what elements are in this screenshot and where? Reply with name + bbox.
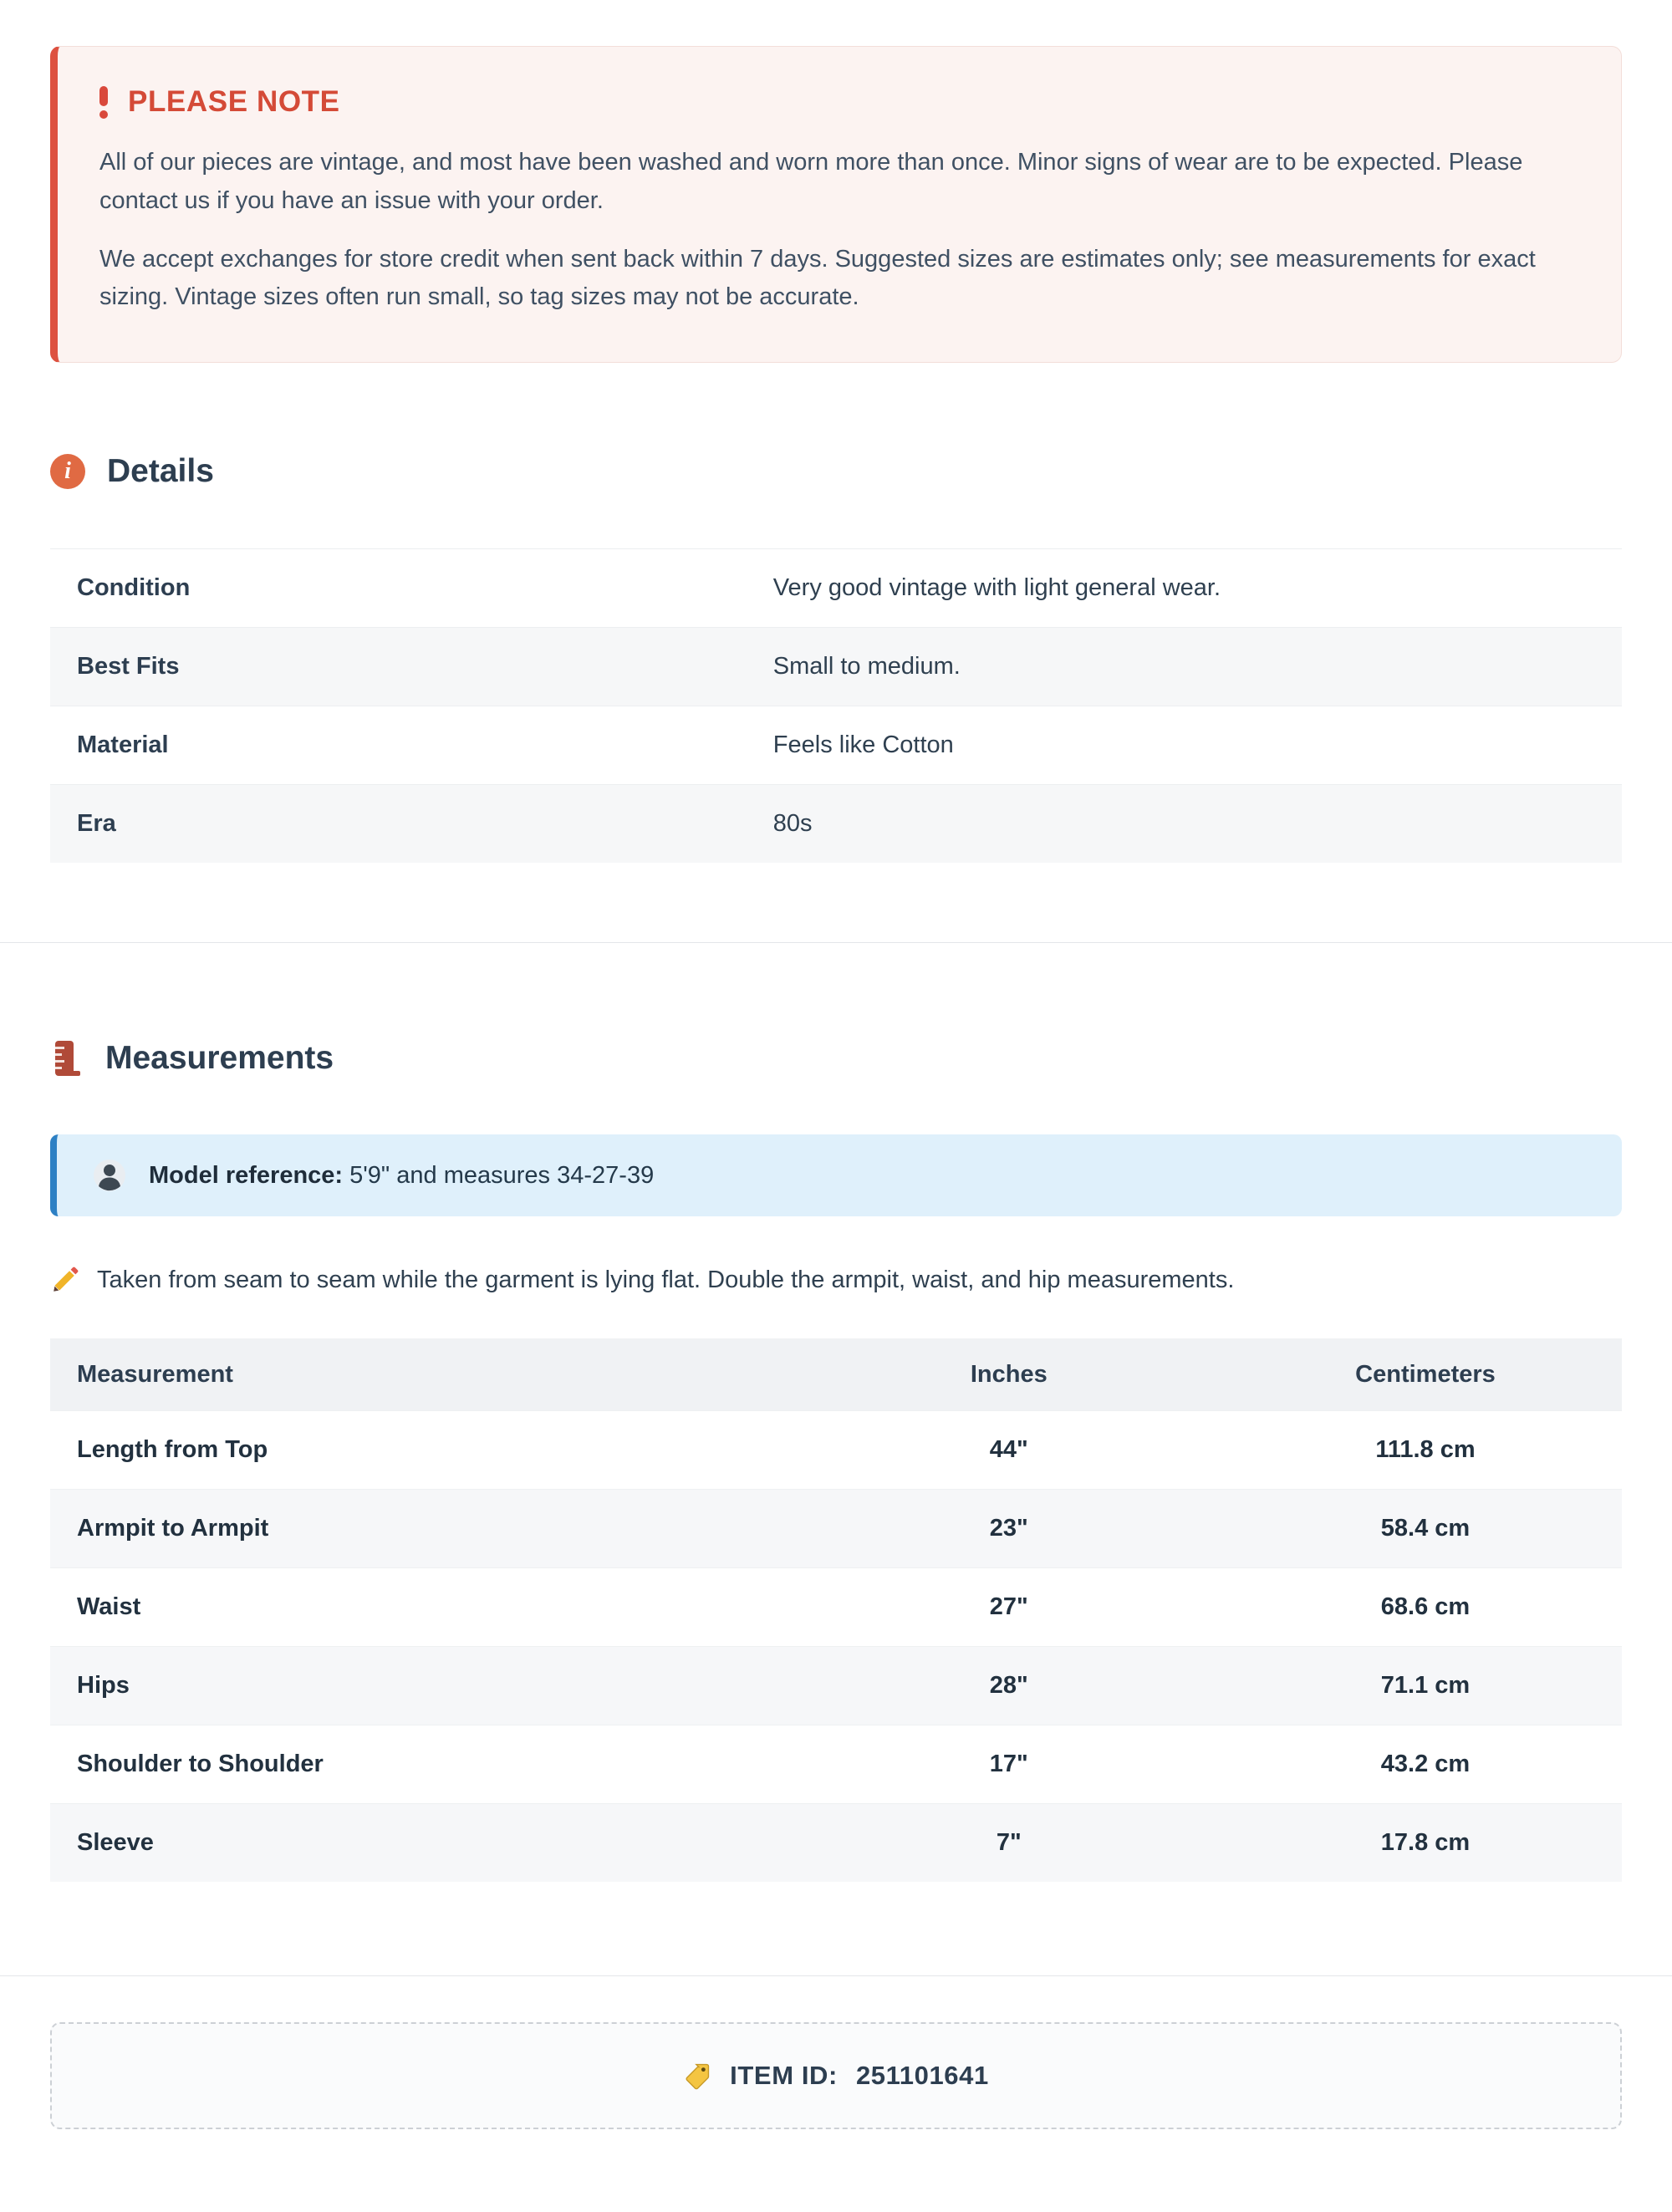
column-header: Inches <box>970 1360 1048 1388</box>
row-value: Very good vintage with light general wear. <box>772 574 1221 602</box>
table-row <box>50 1803 1622 1882</box>
measurement-name: Sleeve <box>77 1829 154 1857</box>
table-header-row <box>50 1338 1622 1410</box>
measurement-name: Armpit to Armpit <box>77 1515 269 1542</box>
person-icon <box>92 1158 127 1193</box>
note-paragraph: We accept exchanges for store credit when sent back within 7 days. Suggested sizes are estimates only; see measurements for exact sizing. Vintage sizes often run small, so tag sizes may not be accurate. <box>99 245 1536 311</box>
item-id-label: ITEM ID: <box>730 2061 838 2091</box>
measurement-cm: 71.1 cm <box>1380 1672 1471 1700</box>
item-id-box <box>50 2022 1622 2129</box>
table-row <box>50 1725 1622 1803</box>
row-value: 80s <box>772 810 813 838</box>
measurement-inches: 7" <box>996 1829 1022 1857</box>
measurement-cm: 17.8 cm <box>1380 1829 1471 1857</box>
measurement-cm: 111.8 cm <box>1375 1436 1476 1464</box>
table-row <box>50 627 1622 706</box>
measurement-name: Shoulder to Shoulder <box>77 1751 324 1778</box>
row-label: Best Fits <box>77 653 180 680</box>
row-value: Small to medium. <box>772 653 961 680</box>
exclamation-icon <box>99 86 108 119</box>
footer-divider <box>0 1975 1672 1976</box>
table-row <box>50 706 1622 784</box>
measurements-title: Measurements <box>105 1040 334 1077</box>
section-divider <box>0 942 1672 943</box>
details-section <box>50 453 1622 863</box>
row-label: Era <box>77 810 116 838</box>
measurement-inches: 23" <box>989 1515 1028 1542</box>
please-note-callout <box>50 46 1622 363</box>
measurement-note <box>50 1265 1622 1295</box>
row-value: Feels like Cotton <box>772 731 954 759</box>
pencil-icon <box>50 1265 80 1295</box>
table-row <box>50 548 1622 627</box>
column-header: Centimeters <box>1355 1360 1496 1388</box>
model-reference-text <box>149 1162 654 1190</box>
measurements-table <box>50 1338 1622 1882</box>
measurement-name: Length from Top <box>77 1436 268 1464</box>
measurement-inches: 28" <box>989 1672 1028 1700</box>
measurement-cm: 43.2 cm <box>1380 1751 1471 1778</box>
measurement-name: Waist <box>77 1593 141 1621</box>
measurement-note-text: Taken from seam to seam while the garment is lying flat. Double the armpit, waist, and hip measurements. <box>97 1266 1235 1293</box>
details-title: Details <box>107 453 214 490</box>
measurements-table-body <box>50 1410 1622 1882</box>
table-row <box>50 1567 1622 1646</box>
measurement-inches: 17" <box>989 1751 1028 1778</box>
details-heading <box>50 453 1622 490</box>
please-note-title-row <box>99 85 1575 119</box>
table-row <box>50 784 1622 863</box>
note-paragraph: All of our pieces are vintage, and most have been washed and worn more than once. Minor signs of wear are to be expected. Please contact us if you have an issue with your order. <box>99 149 1523 214</box>
model-reference-banner <box>50 1134 1622 1216</box>
model-reference-value: 5'9" and measures 34-27-39 <box>349 1161 655 1189</box>
row-label: Material <box>77 731 169 759</box>
measurement-inches: 44" <box>989 1436 1028 1464</box>
measurement-name: Hips <box>77 1672 130 1700</box>
tag-icon <box>683 2062 711 2090</box>
table-row <box>50 1489 1622 1567</box>
measurements-heading <box>50 1039 1622 1078</box>
column-header: Measurement <box>77 1360 233 1388</box>
info-icon: i <box>50 454 85 489</box>
ruler-icon <box>50 1039 84 1078</box>
item-id-value: 251101641 <box>855 2061 989 2091</box>
details-table <box>50 548 1622 863</box>
measurement-inches: 27" <box>989 1593 1028 1621</box>
model-reference-label: Model reference: <box>149 1161 344 1189</box>
row-label: Condition <box>77 574 191 602</box>
measurements-section <box>50 1039 1622 1882</box>
measurement-cm: 58.4 cm <box>1380 1515 1471 1542</box>
measurement-cm: 68.6 cm <box>1380 1593 1471 1621</box>
table-row <box>50 1646 1622 1725</box>
please-note-title: PLEASE NOTE <box>128 85 340 118</box>
table-row <box>50 1410 1622 1489</box>
